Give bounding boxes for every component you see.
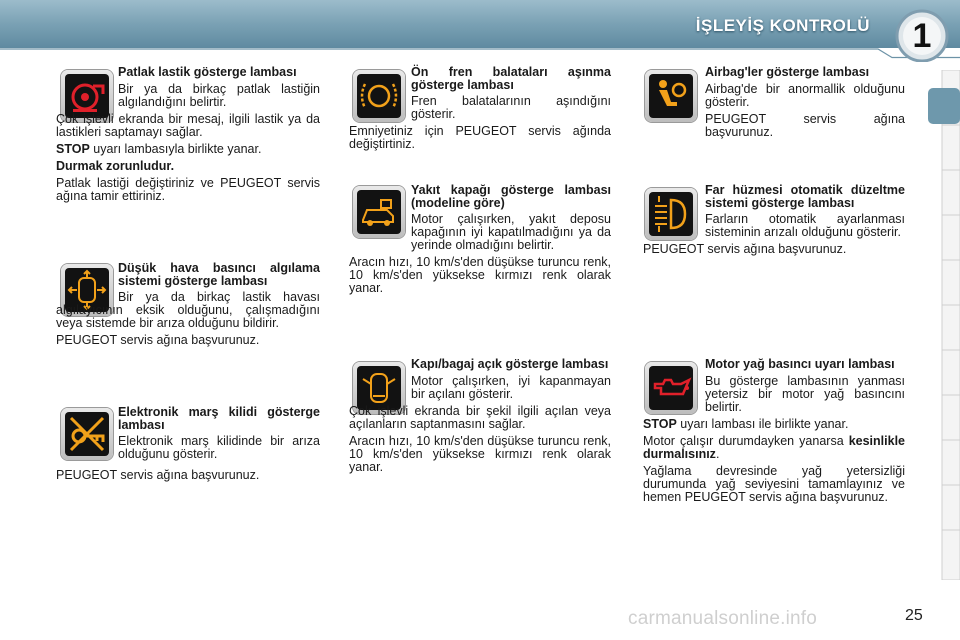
chapter-number: 1 [912, 17, 932, 55]
paragraph: PEUGEOT servis ağına başvurunuz. [56, 468, 260, 482]
stop-label: STOP [643, 416, 677, 431]
paragraph: Aracın hızı, 10 km/s'den düşükse turuncu renk, 10 km/s'den yüksekse kırmızı renk olarak yanar. [349, 433, 611, 474]
section-title: Patlak lastik gösterge lambası [118, 65, 297, 79]
section-title: Elektronik marş kilidi gösterge lambası [118, 405, 320, 432]
section-title: Motor yağ basıncı uyarı lambası [705, 357, 895, 371]
section-title: Kapı/bagaj açık gösterge lambası [411, 357, 609, 371]
paragraph-text: uyarı lambasıyla birlikte yanar. [89, 141, 262, 156]
paragraph: Patlak lastiği değiştiriniz ve PEUGEOT servis ağına tamir ettiriniz. [56, 175, 320, 203]
paragraph: Çok işlevli ekranda bir şekil ilgili açılan veya açılanların saptanmasını sağlar. [349, 403, 611, 431]
paragraph: Yağlama devresinde yağ yetersizliği durumunda yağ seviyesini tamamlayınız ve hemen PEUGEOT servis ağına başvurunuz. [643, 463, 905, 504]
section-title: Far hüzmesi otomatik düzeltme sistemi gösterge lambası [705, 183, 905, 210]
paragraph [643, 435, 905, 461]
paragraph: Airbag'de bir anormallik olduğunu gösterir. [705, 81, 905, 109]
page-header [0, 0, 960, 62]
paragraph: Çok işlevli ekranda bir mesaj, ilgili lastik ya da lastikleri saptamayı sağlar. [56, 111, 320, 139]
paragraph: PEUGEOT servis ağına başvurunuz. [56, 333, 260, 347]
page-number: 25 [905, 607, 923, 624]
paragraph-text: uyarı lambası ile birlikte yanar. [676, 416, 849, 431]
warning-text: Durmak zorunludur. [56, 158, 175, 173]
section-title: Düşük hava basıncı algılama sistemi gösterge lambası [118, 261, 320, 288]
chapter-tabs [928, 70, 960, 580]
section-flat-tyre [56, 66, 320, 207]
paragraph: Motor çalışırken, yakıt deposu kapağının iyi kapatılmadığını ya da yerinde olmadığını belirtir. [411, 212, 611, 252]
paragraph [56, 160, 320, 173]
paragraph: Elektronik marş kilidinde bir arıza olduğunu gösterir. [118, 434, 320, 461]
stop-label: STOP [56, 141, 90, 156]
paragraph: Fren balatalarının aşındığını gösterir. [411, 94, 611, 121]
paragraph: Farların otomatik ayarlanması sisteminin arızalı olduğunu gösterir. [705, 212, 905, 239]
page-title: İŞLEYİŞ KONTROLÜ [695, 16, 870, 35]
section-title: Airbag'ler gösterge lambası [705, 65, 870, 79]
paragraph: PEUGEOT servis ağına başvurunuz. [705, 111, 905, 139]
paragraph-text: Motor çalışır durumdayken yanarsa [643, 433, 844, 448]
paragraph: Bir ya da birkaç lastik havası algılayıcının eksik olduğunu, çalışmadığını veya sistemde bir arıza olduğunu bildirir. [56, 290, 320, 330]
section-low-pressure [56, 262, 320, 351]
section-fuel-cap [349, 184, 611, 299]
paragraph-text: . [715, 446, 720, 461]
paragraph: Aracın hızı, 10 km/s'den düşükse turuncu renk, 10 km/s'den yüksekse kırmızı renk olarak yanar. [349, 255, 611, 295]
section-title: Yakıt kapağı gösterge lambası (modeline göre) [411, 183, 611, 210]
paragraph: Bir ya da birkaç patlak lastiğin algılandığını belirtir. [118, 81, 320, 109]
section-headlamp-levelling [643, 184, 905, 260]
watermark: carmanualsonline.info [628, 608, 818, 629]
warning-text: kesinlikle durmalısınız [643, 433, 905, 461]
paragraph [56, 143, 320, 156]
section-door-open [349, 358, 611, 478]
paragraph [643, 418, 905, 431]
paragraph: Emniyetiniz için PEUGEOT servis ağında değiştirtiniz. [349, 124, 611, 151]
paragraph: Motor çalışırken, iyi kapanmayan bir açılanı gösterir. [411, 373, 611, 401]
paragraph: PEUGEOT servis ağına başvurunuz. [643, 242, 847, 256]
section-title: Ön fren balataları aşınma gösterge lambası [411, 65, 611, 92]
section-brake-pads [349, 66, 611, 155]
paragraph: Bu gösterge lambasının yanması yetersiz bir motor yağ basıncını belirtir. [705, 373, 905, 414]
section-oil-pressure [643, 358, 905, 508]
section-airbag [643, 66, 905, 143]
section-steering-lock [56, 406, 320, 486]
